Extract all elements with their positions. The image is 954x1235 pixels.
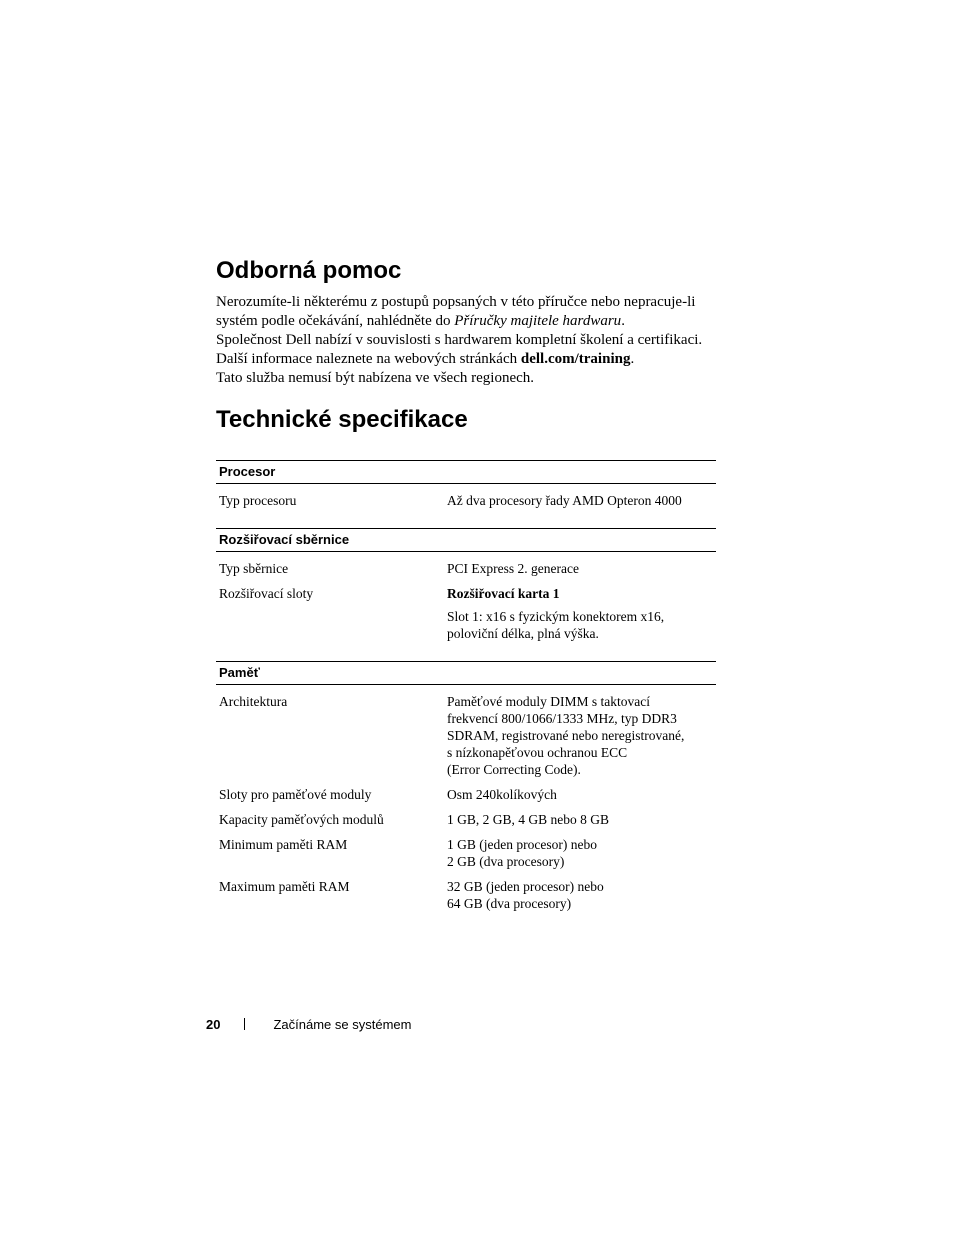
spec-row <box>216 585 716 642</box>
spec-value <box>447 585 716 642</box>
spec-row <box>216 560 716 577</box>
spec-label: Maximum paměti RAM <box>219 879 350 894</box>
heading-technicke-specifikace: Technické specifikace <box>216 406 468 433</box>
spec-row <box>216 693 716 778</box>
expansion-card-title: Rozšiřovací karta 1 <box>447 586 560 601</box>
spec-row <box>216 878 716 912</box>
para-line: Tato služba nemusí být nabízena ve všech regionech. <box>216 370 535 386</box>
spec-label: Architektura <box>219 694 288 709</box>
spec-table <box>216 460 716 912</box>
spec-section-header-bus: Rozšiřovací sběrnice <box>216 528 716 552</box>
manual-title: Příručky majitele hardwaru <box>454 313 622 329</box>
para-line: Další informace naleznete na webových stránkách dell.com/training. <box>216 351 635 367</box>
spec-section-header-memory: Paměť <box>216 661 716 685</box>
heading-odborna-pomoc: Odborná pomoc <box>216 257 402 284</box>
spec-row <box>216 492 716 509</box>
spec-label: Typ sběrnice <box>219 561 289 576</box>
para-line: systém podle očekávání, nahlédněte do Příručky majitele hardwaru. <box>216 313 625 329</box>
spec-value: PCI Express 2. generace <box>447 561 579 576</box>
spec-value: Paměťové moduly DIMM s taktovací frekvencí 800/1066/1333 MHz, typ DDR3 SDRAM, registrované nebo neregistrované, s nízkonapěťovou ochranou ECC (Error Correcting Code). <box>447 694 685 777</box>
page-footer <box>206 1016 411 1033</box>
spec-value: Osm 240kolíkových <box>447 787 557 802</box>
spec-label: Kapacity paměťových modulů <box>219 812 384 827</box>
spec-row <box>216 836 716 870</box>
para-line: Společnost Dell nabízí v souvislosti s hardwarem kompletní školení a certifikaci. <box>216 332 703 348</box>
slot-desc-line: Slot 1: x16 s fyzickým konektorem x16, <box>447 609 665 624</box>
spec-value: 1 GB (jeden procesor) nebo 2 GB (dva procesory) <box>447 837 597 869</box>
training-url: dell.com/training <box>520 351 631 367</box>
support-paragraph <box>216 293 726 388</box>
spec-value: 1 GB, 2 GB, 4 GB nebo 8 GB <box>447 812 610 827</box>
footer-title: Začínáme se systémem <box>273 1017 412 1032</box>
spec-section-header-processor: Procesor <box>216 460 716 484</box>
para-line: Nerozumíte-li některému z postupů popsaných v této příručce nebo nepracuje-li <box>216 294 696 310</box>
spec-row <box>216 786 716 803</box>
page-number: 20 <box>206 1017 221 1032</box>
spec-value: 32 GB (jeden procesor) nebo 64 GB (dva procesory) <box>447 879 604 911</box>
footer-divider <box>244 1018 245 1030</box>
slot-desc-line: poloviční délka, plná výška. <box>447 626 599 641</box>
spec-label: Rozšiřovací sloty <box>219 586 314 601</box>
spec-label: Minimum paměti RAM <box>219 837 348 852</box>
spec-row <box>216 811 716 828</box>
spec-value: Až dva procesory řady AMD Opteron 4000 <box>447 493 682 508</box>
spec-label: Sloty pro paměťové moduly <box>219 787 372 802</box>
spec-label: Typ procesoru <box>219 493 297 508</box>
